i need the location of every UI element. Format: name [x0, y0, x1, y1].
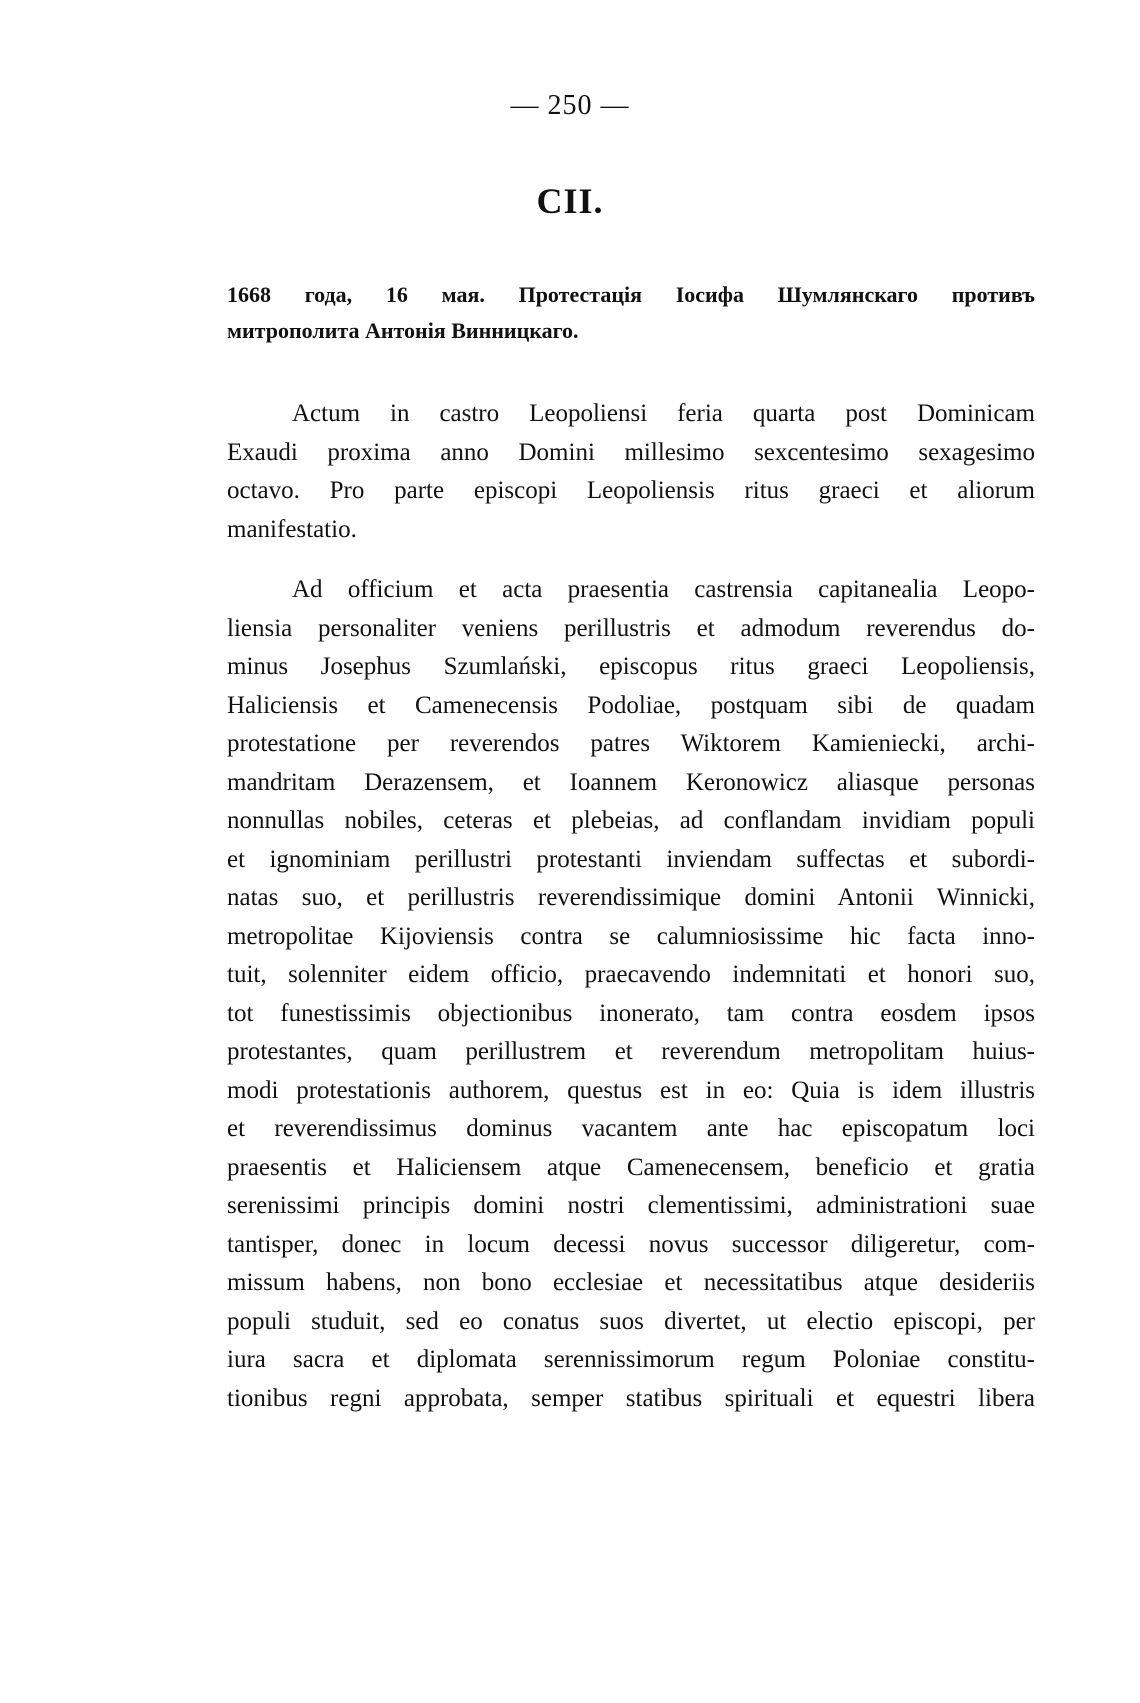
text-line: tantisper, donec in locum decessi novus successor diligeretur, com-: [227, 1230, 1035, 1258]
document-heading: [227, 277, 1035, 349]
text-line: tuit, solenniter eidem officio, praecavendo indemnitati et honori suo,: [227, 961, 1035, 988]
text-line: minus Josephus Szumlański, episcopus ritus graeci Leopoliensis,: [227, 653, 1035, 680]
page-number: — 250 —: [510, 90, 630, 121]
heading-line: митрополита Антонія Винницкаго.: [227, 318, 579, 343]
text-line: Haliciensis et Camenecensis Podoliae, postquam sibi de quadam: [227, 691, 1035, 719]
text-line: manifestatio.: [227, 515, 357, 543]
text-line: protestatione per reverendos patres Wiktorem Kamieniecki, archi-: [227, 730, 1035, 757]
heading-line: 1668 года, 16 мая. Протестація Іосифа Шумлянскаго противъ: [227, 282, 1035, 307]
text-line: modi protestationis authorem, questus est in eo: Quia is idem illustris: [227, 1076, 1035, 1104]
text-line: Ad officium et acta praesentia castrensia capitanealia Leopo-: [292, 576, 1035, 603]
text-line: praesentis et Haliciensem atque Camenecensem, beneficio et gratia: [227, 1153, 1035, 1181]
text-line: tionibus regni approbata, semper statibus spirituali et equestri libera: [227, 1384, 1035, 1412]
text-line: iura sacra et diplomata serennissimorum regum Poloniae constitu-: [227, 1346, 1035, 1373]
text-line: octavo. Pro parte episcopi Leopoliensis ritus graeci et aliorum: [227, 477, 1035, 504]
text-line: metropolitae Kijoviensis contra se calumniosissime hic facta inno-: [227, 922, 1035, 950]
text-line: populi studuit, sed eo conatus suos divertet, ut electio episcopi, per: [227, 1307, 1035, 1335]
text-line: et reverendissimus dominus vacantem ante hac episcopatum loci: [227, 1115, 1035, 1142]
text-line: et ignominiam perillustri protestanti inviendam suffectas et subordi-: [227, 845, 1035, 873]
document-number: CII.: [536, 181, 604, 221]
text-line: Exaudi proxima anno Domini millesimo sexcentesimo sexagesimo: [227, 438, 1035, 466]
text-line: liensia personaliter veniens perillustris et admodum reverendus do-: [227, 614, 1035, 642]
text-line: protestantes, quam perillustrem et reverendum metropolitam huius-: [227, 1038, 1035, 1065]
text-line: missum habens, non bono ecclesiae et necessitatibus atque desideriis: [227, 1269, 1035, 1296]
text-line: nonnullas nobiles, ceteras et plebeias, ad conflandam invidiam populi: [227, 807, 1035, 834]
paragraph-intro: [227, 395, 1035, 549]
text-line: Actum in castro Leopoliensi feria quarta post Dominicam: [292, 400, 1035, 427]
text-line: natas suo, et perillustris reverendissimique domini Antonii Winnicki,: [227, 884, 1035, 911]
text-line: serenissimi principis domini nostri clementissimi, administrationi suae: [227, 1192, 1035, 1219]
text-line: tot funestissimis objectionibus inonerato, tam contra eosdem ipsos: [227, 999, 1035, 1027]
text-line: mandritam Derazensem, et Ioannem Keronowicz aliasque personas: [227, 768, 1035, 796]
paragraph-body: [227, 571, 1035, 1418]
